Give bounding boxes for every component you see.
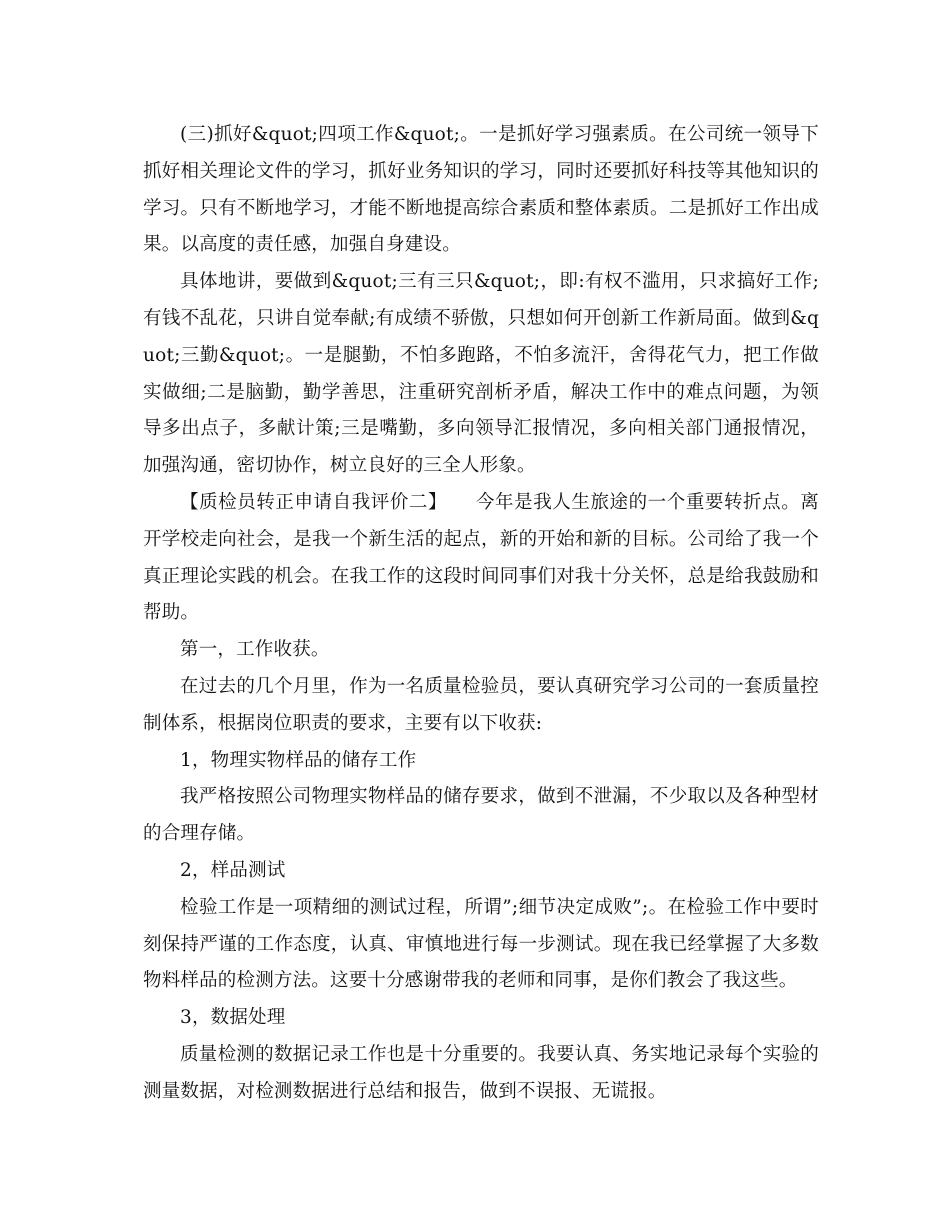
paragraph-sample-storage: 我严格按照公司物理实物样品的储存要求，做到不泄漏，不少取以及各种型材的合理存储。 [143, 786, 819, 845]
paragraph-gains-intro: 在过去的几个月里，作为一名质量检验员，要认真研究学习公司的一套质量控制体系，根据岗位职责的要求，主要有以下收获: [143, 675, 819, 734]
paragraph-four-tasks: (三)抓好&quot;四项工作&quot;。一是抓好学习强素质。在公司统一领导下抓好相关理论文件的学习，抓好业务知识的学习，同时还要抓好科技等其他知识的学习。只有不断地学习，才能不断地提高综合素质和整体素质。二是抓好工作出成果。以高度的责任感，加强自身建设。 [143, 124, 819, 256]
paragraph-three-diligences: 具体地讲，要做到&quot;三有三只&quot;，即:有权不滥用，只求搞好工作;有钱不乱花，只讲自觉奉献;有成绩不骄傲，只想如何开创新工作新局面。做到&quot;三勤&quot;。一是腿勤，不怕多跑路，不怕多流汗，舍得花气力，把工作做实做细;二是脑勤，勤学善思，注重研究剖析矛盾，解决工作中的难点问题，为领导多出点子，多献计策;三是嘴勤，多向领导汇报情况，多向相关部门通报情况，加强沟通，密切协作，树立良好的三全人形象。 [143, 271, 819, 477]
paragraph-data-processing: 质量检测的数据记录工作也是十分重要的。我要认真、务实地记录每个实验的测量数据，对检测数据进行总结和报告，做到不误报、无谎报。 [143, 1043, 819, 1102]
heading-work-gains: 第一，工作收获。 [180, 639, 330, 661]
paragraph-self-evaluation-two: 【质检员转正申请自我评价二】 今年是我人生旅途的一个重要转折点。离开学校走向社会，是我一个新生活的起点，新的开始和新的目标。公司给了我一个真正理论实践的机会。在我工作的这段时间同事们对我十分关怀，总是给我鼓励和帮助。 [143, 491, 819, 624]
document-body [143, 117, 819, 1111]
heading-sample-testing: 2，样品测试 [180, 859, 286, 881]
heading-data-processing: 3，数据处理 [180, 1007, 286, 1029]
paragraph-sample-testing: 检验工作是一项精细的测试过程，所谓”;细节决定成败”;。在检验工作中要时刻保持严谨的工作态度，认真、审慎地进行每一步测试。现在我已经掌握了大多数物料样品的检测方法。这要十分感谢带我的老师和同事，是你们教会了我这些。 [143, 896, 819, 992]
heading-sample-storage: 1，物理实物样品的储存工作 [180, 749, 417, 771]
